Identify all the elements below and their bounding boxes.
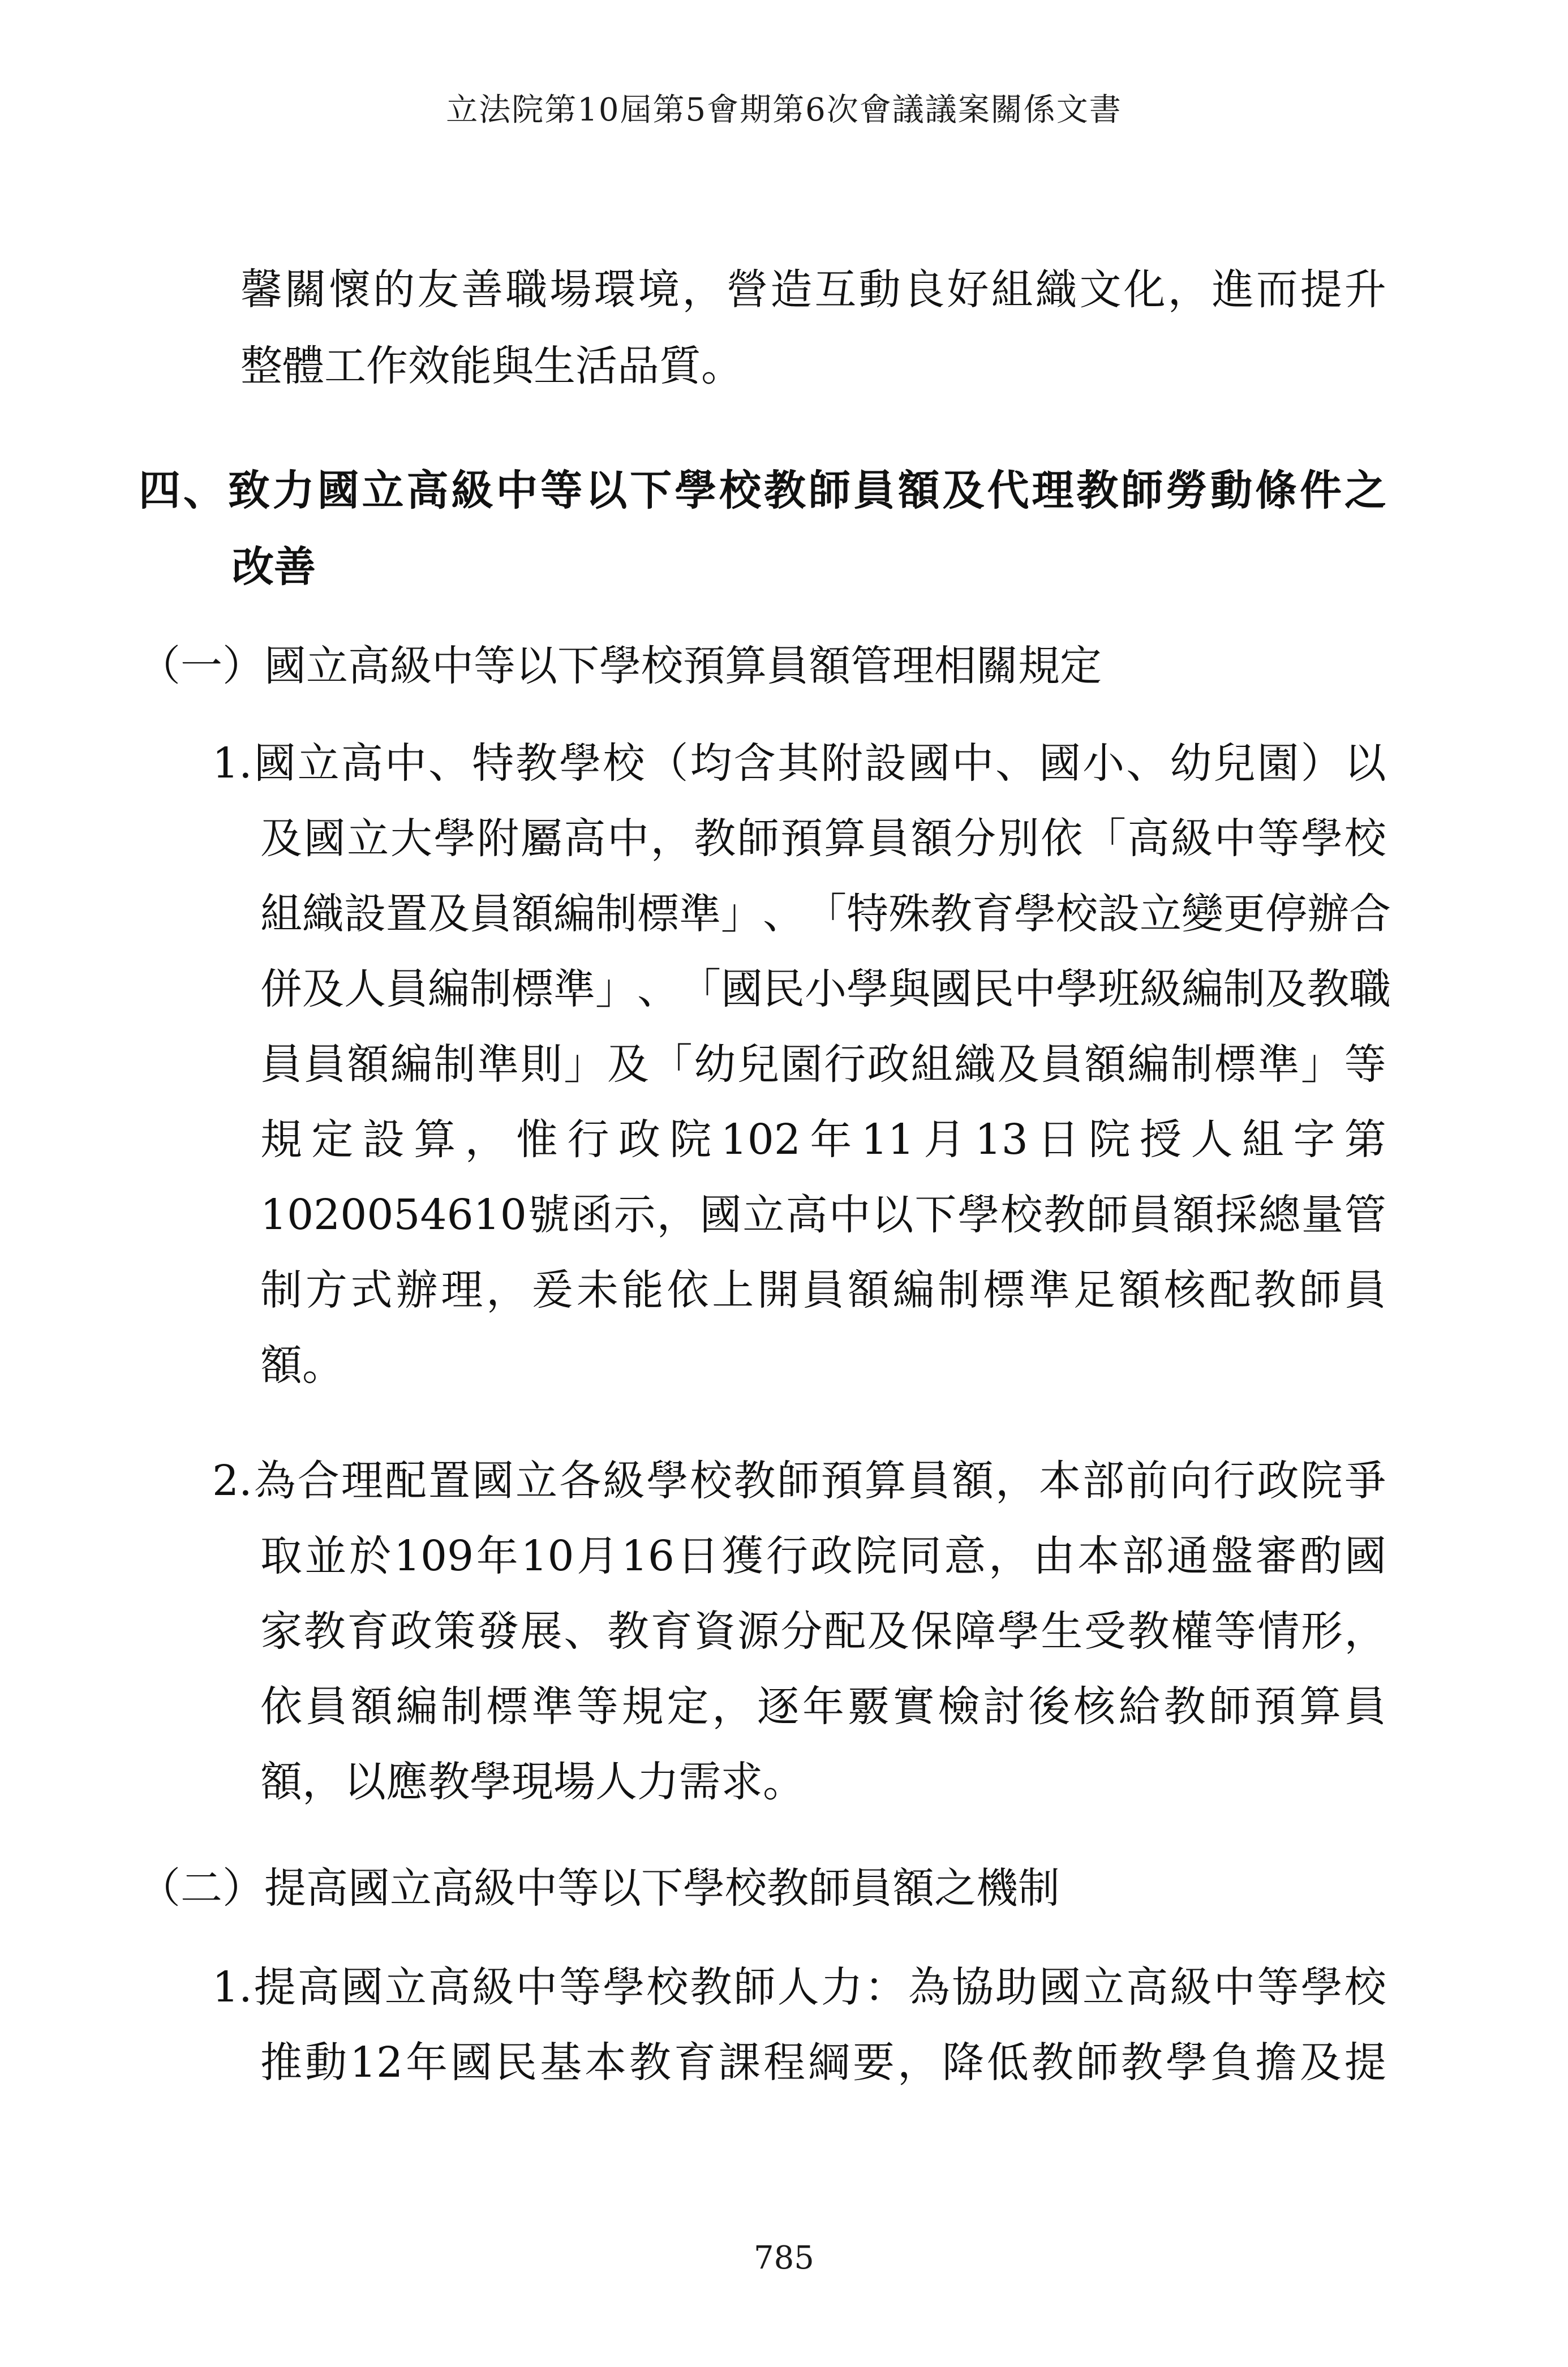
item-2-line-4: 依 員 額 編 制 標 準 等 規 定 ， 逐 年 覈 實 檢 討 後 核 給 教 師 預 算 員: [260, 1682, 1386, 1731]
item-1-line-4: 併 及 人 員 編 制 標 準 」 、 「 國 民 小 學 與 國 民 中 學 班 級 編 制 及 教 職: [260, 965, 1391, 1013]
body-line-2: 整體工作效能與生活品質。: [240, 342, 743, 390]
item-1-line-5: 員 員 額 編 制 準 則 」 及 「 幼 兒 園 行 政 組 織 及 員 額 編 制 標 準 」 等: [260, 1040, 1386, 1089]
item-1-line-6: 規 定 設 算 ， 惟 行 政 院 102 年 11 月 13 日 院 授 人 組 字 第: [260, 1115, 1386, 1164]
item-1-line-3: 組 織 設 置 及 員 額 編 制 標 準 」 、 「 特 殊 教 育 學 校 設 立 變 更 停 辦 合: [260, 890, 1391, 938]
item-2-line-1: 2. 為 合 理 配 置 國 立 各 級 學 校 教 師 預 算 員 額 ， 本 部 前 向 行 政 院 爭: [212, 1457, 1386, 1505]
item-3-line-1: 1. 提 高 國 立 高 級 中 等 學 校 教 師 人 力 ： 為 協 助 國 立 高 級 中 等 學 校: [212, 1963, 1386, 2012]
body-line-1: 馨 關 懷 的 友 善 職 場 環 境 ， 營 造 互 動 良 好 組 織 文 化 ， 進 而 提 升: [240, 265, 1386, 314]
item-2-line-3: 家 教 育 政 策 發 展 、 教 育 資 源 分 配 及 保 障 學 生 受 教 權 等 情 形 ，: [260, 1607, 1386, 1656]
item-2-line-5: 額，以應教學現場人力需求。: [260, 1758, 805, 1806]
item-1-line-9: 額。: [260, 1341, 344, 1390]
item-2-line-2: 取 並 於 109 年 10 月 16 日 獲 行 政 院 同 意 ， 由 本 部 通 盤 審 酌 國: [260, 1532, 1386, 1580]
subsection-heading-1: （一）國立高級中等以下學校預算員額管理相關規定: [139, 642, 1102, 690]
item-1-line-2: 及 國 立 大 學 附 屬 高 中 ， 教 師 預 算 員 額 分 別 依 「 高 級 中 等 學 校: [260, 814, 1386, 863]
subsection-heading-2: （二）提高國立高級中等以下學校教師員額之機制: [139, 1864, 1060, 1913]
item-1-line-8: 制 方 式 辦 理 ， 爰 未 能 依 上 開 員 額 編 制 標 準 足 額 核 配 教 師 員: [260, 1266, 1386, 1314]
page-number: 785: [754, 2240, 814, 2276]
item-1-line-1: 1. 國 立 高 中 、 特 教 學 校 （ 均 含 其 附 設 國 中 、 國 小 、 幼 兒 園 ） 以: [212, 739, 1386, 788]
item-3-line-2: 推 動 12 年 國 民 基 本 教 育 課 程 綱 要 ， 降 低 教 師 教 學 負 擔 及 提: [260, 2038, 1386, 2087]
section-heading-4: 四 、 致 力 國 立 高 級 中 等 以 下 學 校 教 師 員 額 及 代 理 教 師 勞 動 條 件 之: [139, 466, 1386, 515]
document-header: 立法院第10屆第5會期第6次會議議案關係文書: [446, 92, 1122, 128]
item-1-line-7: 1020054610 號 函 示 ， 國 立 高 中 以 下 學 校 教 師 員 額 採 總 量 管: [260, 1191, 1386, 1239]
section-heading-4-cont: 改善: [232, 543, 316, 591]
